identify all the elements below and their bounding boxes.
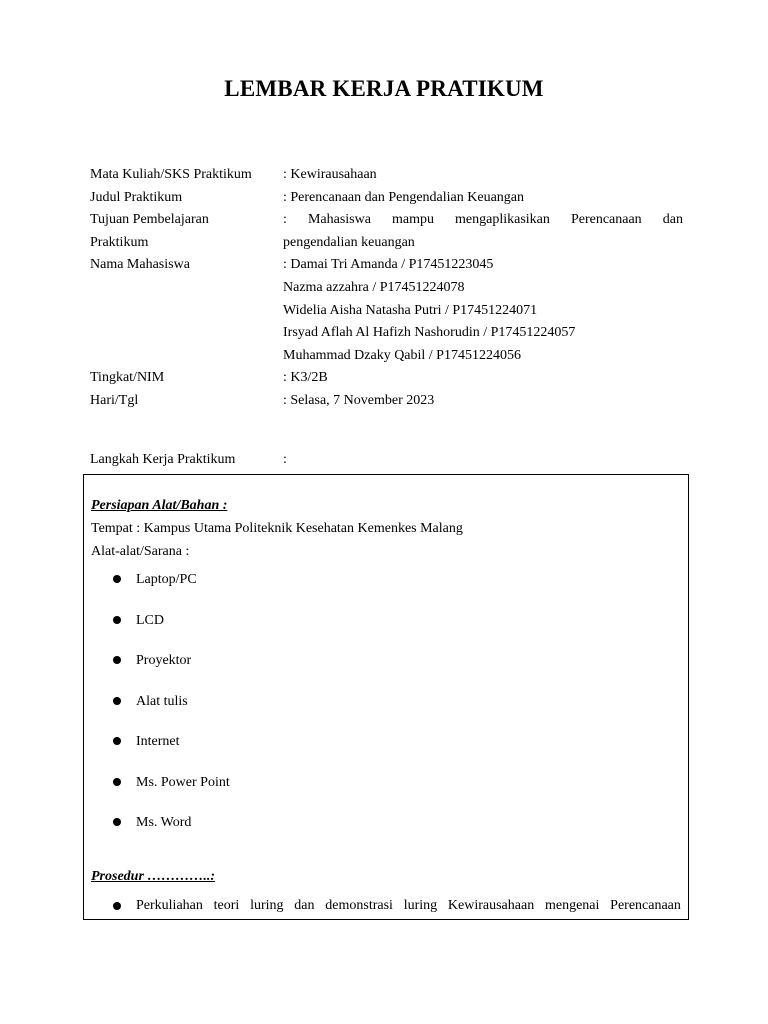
prosedur-word: demonstrasi xyxy=(325,897,393,913)
list-item xyxy=(91,651,681,692)
tool-label: Laptop/PC xyxy=(136,572,197,587)
prosedur-word: mengenai xyxy=(544,897,600,913)
list-item xyxy=(91,692,681,733)
bullet-icon xyxy=(113,902,121,910)
member-name: Muhammad Dzaky Qabil / P17451224056 xyxy=(283,347,521,363)
info-row-judul xyxy=(90,187,683,210)
member-name: : Damai Tri Amanda / P17451223045 xyxy=(283,257,494,273)
mata-kuliah-label: Mata Kuliah/SKS Praktikum xyxy=(90,167,252,182)
bullet-icon xyxy=(113,818,121,826)
bullet-icon xyxy=(113,656,121,664)
bullet-icon xyxy=(113,616,121,624)
bullet-icon xyxy=(113,575,121,583)
prosedur-item xyxy=(91,896,681,916)
prosedur-heading: Prosedur …………..: xyxy=(91,868,216,884)
langkah-label: Langkah Kerja Praktikum xyxy=(90,451,236,467)
tujuan-value-line-2: pengendalian keuangan xyxy=(283,234,415,250)
section-spacer xyxy=(90,413,683,449)
tool-label: LCD xyxy=(136,612,164,628)
tujuan-value-line-1 xyxy=(283,209,683,232)
tempat-text: Tempat : Kampus Utama Politeknik Kesehatan Kemenkes Malang xyxy=(91,521,463,536)
prosedur-word: Kewirausahaan xyxy=(447,897,535,913)
prosedur-word: Perencanaan xyxy=(610,897,681,913)
info-row-mata-kuliah xyxy=(90,164,683,187)
tujuan-label-line-2: Praktikum xyxy=(90,234,149,250)
mata-kuliah-value: : Kewirausahaan xyxy=(283,167,377,182)
tujuan-word: dan xyxy=(662,212,683,228)
judul-value: : Perencanaan dan Pengendalian Keuangan xyxy=(283,189,525,205)
member-name: Widelia Aisha Natasha Putri / P17451224071 xyxy=(283,302,538,318)
info-row-hari xyxy=(90,390,683,413)
tujuan-word: mampu xyxy=(391,212,434,228)
hari-label: Hari/Tgl xyxy=(90,392,139,408)
prosedur-word: luring xyxy=(403,897,438,913)
hari-value: : Selasa, 7 November 2023 xyxy=(283,392,435,408)
info-row-nama xyxy=(90,254,683,367)
list-item xyxy=(91,611,681,652)
info-row-tujuan xyxy=(90,209,683,232)
box-content xyxy=(84,475,688,916)
list-item xyxy=(91,732,681,773)
tujuan-word: : xyxy=(283,212,287,228)
prosedur-word: luring xyxy=(250,897,284,913)
tujuan-word: Mahasiswa xyxy=(307,212,371,228)
tools-list xyxy=(91,570,681,854)
tool-label: Alat tulis xyxy=(136,693,188,709)
tool-label: Ms. Power Point xyxy=(136,774,230,790)
tool-label: Proyektor xyxy=(136,653,192,668)
tool-label: Ms. Word xyxy=(136,815,192,830)
tujuan-word: mengaplikasikan xyxy=(455,212,550,228)
document-title: LEMBAR KERJA PRATIKUM xyxy=(224,76,544,101)
bullet-icon xyxy=(113,697,121,705)
bullet-icon xyxy=(113,778,121,786)
prosedur-text-line xyxy=(136,896,681,916)
bullet-icon xyxy=(113,737,121,745)
member-name: Nazma azzahra / P17451224078 xyxy=(283,279,465,295)
langkah-value: : xyxy=(283,451,287,467)
tingkat-value: : K3/2B xyxy=(283,370,328,386)
info-row-tingkat xyxy=(90,367,683,390)
tujuan-label-line-1: Tujuan Pembelajaran xyxy=(90,212,209,228)
tool-label: Internet xyxy=(136,734,180,749)
prosedur-word: Perkuliahan xyxy=(136,897,203,913)
tujuan-word: Perencanaan xyxy=(570,212,642,228)
info-section xyxy=(90,164,683,471)
list-item xyxy=(91,773,681,814)
prosedur-word: dan xyxy=(294,897,315,913)
list-item xyxy=(91,570,681,611)
info-row-langkah xyxy=(90,449,683,472)
member-name: Irsyad Aflah Al Hafizh Nashorudin / P17451224057 xyxy=(283,325,576,341)
nama-label: Nama Mahasiswa xyxy=(90,257,190,273)
alat-label: Alat-alat/Sarana : xyxy=(91,544,190,559)
langkah-kerja-box xyxy=(83,474,689,920)
persiapan-heading: Persiapan Alat/Bahan : xyxy=(91,498,228,513)
judul-label: Judul Praktikum xyxy=(90,189,183,205)
prosedur-word: teori xyxy=(213,897,240,913)
tingkat-label: Tingkat/NIM xyxy=(90,370,165,386)
info-row-tujuan-continued xyxy=(90,232,683,255)
list-item xyxy=(91,813,681,854)
